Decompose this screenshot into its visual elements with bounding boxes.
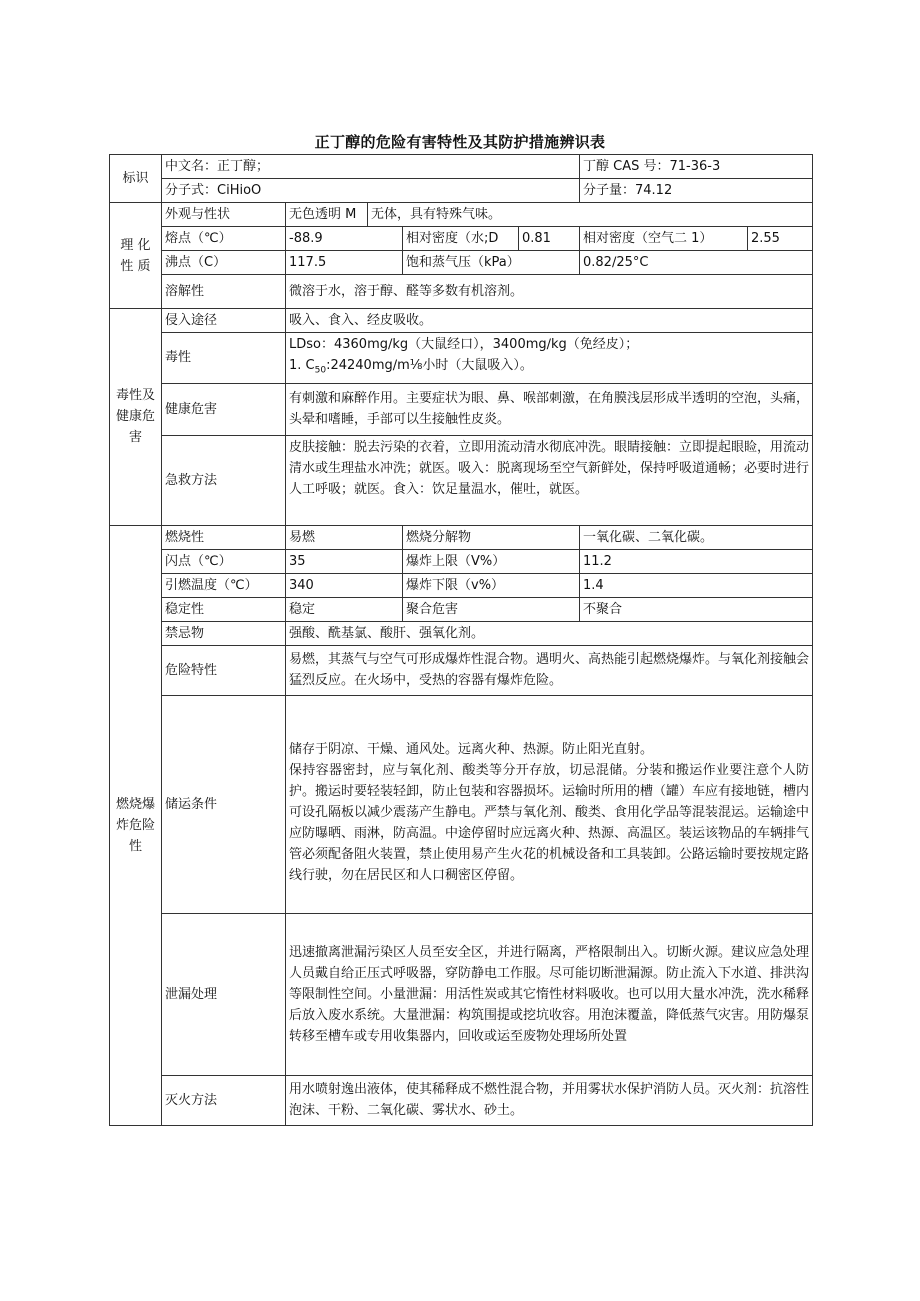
table-row (110, 227, 813, 251)
formula-cell: 分子式：CiHioO (162, 179, 580, 203)
section-health: 毒性及健康危害 (110, 309, 162, 526)
table-row (110, 383, 813, 435)
mp-label: 熔点（℃） (162, 227, 286, 251)
appearance-value-b: 无体，具有特殊气味。 (368, 203, 813, 227)
cas-cell: 丁醇 CAS 号：71-36-3 (580, 155, 813, 179)
hazard-table (109, 154, 813, 1126)
flammability-label: 燃烧性 (162, 525, 286, 549)
flash-label: 闪点（℃） (162, 549, 286, 573)
toxicity-line2-sub: 50 (314, 365, 327, 376)
mp-value: -88.9 (286, 227, 403, 251)
appearance-label: 外观与性状 (162, 203, 286, 227)
firstaid-value: 皮肤接触：脱去污染的衣着，立即用流动清水彻底冲洗。眼睛接触：立即提起眼睑，用流动清水或生理盐水冲洗；就医。吸入：脱离现场至空气新鲜处，保持呼吸道通畅；必要时进行人工呼吸；就医。食入：饮足量温水，催吐，就医。 (286, 435, 813, 525)
firstaid-label: 急救方法 (162, 435, 286, 525)
cn-name-cell: 中文名：正丁醇； (162, 155, 580, 179)
route-label: 侵入途径 (162, 309, 286, 333)
toxicity-line2-rest: :24240mg∕m⅛小时（大鼠吸入）。 (326, 358, 533, 373)
autoign-label: 引燃温度（℃） (162, 573, 286, 597)
stability-label: 稳定性 (162, 597, 286, 621)
stability-value: 稳定 (286, 597, 403, 621)
section-fire: 燃烧爆炸危险性 (110, 525, 162, 1125)
table-row (110, 645, 813, 695)
table-row (110, 549, 813, 573)
table-row (110, 621, 813, 645)
uel-value: 11.2 (580, 549, 813, 573)
polymer-value: 不聚合 (580, 597, 813, 621)
table-row (110, 275, 813, 309)
lel-value: 1.4 (580, 573, 813, 597)
decomp-label: 燃烧分解物 (403, 525, 580, 549)
lel-label: 爆炸下限（v%） (403, 573, 580, 597)
storage-value (286, 695, 813, 913)
table-row (110, 695, 813, 913)
table-row (110, 179, 813, 203)
storage-line2: 保持容器密封，应与氧化剂、酸类等分开存放，切忌混储。分装和搬运作业要注意个人防护。搬运时要轻装轻卸，防止包装和容器损坏。运输时所用的槽（罐）车应有接地链，槽内可设孔隔板以减少震荡产生静电。严禁与氧化剂、酸类、食用化学品等混装混运。运输途中应防曝晒、雨淋，防高温。中途停留时应远离火种、热源、高温区。装运该物品的车辆排气管必须配备阻火装置，禁止使用易产生火花的机械设备和工具装卸。公路运输时要按规定路线行驶，勿在居民区和人口稠密区停留。 (289, 763, 810, 884)
mol-weight-cell: 分子量：74.12 (580, 179, 813, 203)
route-value: 吸入、食入、经皮吸收。 (286, 309, 813, 333)
table-row (110, 597, 813, 621)
solubility-value: 微溶于水，溶于醇、醛等多数有机溶剂。 (286, 275, 813, 309)
hazard-label: 健康危害 (162, 383, 286, 435)
polymer-label: 聚合危害 (403, 597, 580, 621)
solubility-label: 溶解性 (162, 275, 286, 309)
table-row (110, 251, 813, 275)
leak-value: 迅速撤离泄漏污染区人员至安全区，并进行隔离，严格限制出入。切断火源。建议应急处理人员戴自给正压式呼吸器，穿防静电工作服。尽可能切断泄漏源。防止流入下水道、排洪沟等限制性空间。小量泄漏：用活性炭或其它惰性材料吸收。也可以用大量水冲洗，洗水稀释后放入废水系统。大量泄漏：构筑围提或挖坑收容。用泡沫覆盖，降低蒸气灾害。用防爆泵转移至槽车或专用收集器内，回收或运至废物处理场所处置 (286, 913, 813, 1075)
toxicity-line2-prefix: 1. C (289, 358, 315, 373)
toxicity-line1: LDso：4360mg∕kg（大鼠经口），3400mg∕kg（免经皮）； (289, 337, 639, 352)
table-row (110, 913, 813, 1075)
extinguish-label: 灭火方法 (162, 1075, 286, 1125)
extinguish-value: 用水喷射逸出液体，使其稀释成不燃性混合物，并用雾状水保护消防人员。灭火剂：抗溶性泡沫、干粉、二氧化碳、雾状水、砂土。 (286, 1075, 813, 1125)
table-row (110, 155, 813, 179)
danger-label: 危险特性 (162, 645, 286, 695)
flammability-value: 易燃 (286, 525, 403, 549)
vapor-pressure-label: 饱和蒸气压（kPa） (403, 251, 580, 275)
page-title: 正丁醇的危险有害特性及其防护措施辨识表 (314, 133, 606, 151)
danger-value: 易燃，其蒸气与空气可形成爆炸性混合物。遇明火、高热能引起燃烧爆炸。与氧化剂接触会猛烈反应。在火场中，受热的容器有爆炸危险。 (286, 645, 813, 695)
table-row (110, 435, 813, 525)
hazard-value: 有刺激和麻醉作用。主要症状为眼、鼻、喉部刺激，在角膜浅层形成半透明的空泡，头痛，头晕和嗜睡，手部可以生接触性皮炎。 (286, 383, 813, 435)
table-row (110, 309, 813, 333)
incompat-value: 强酸、酰基氯、酸肝、强氧化剂。 (286, 621, 813, 645)
bp-label: 沸点（C） (162, 251, 286, 275)
table-row (110, 333, 813, 384)
rel-density-air-label: 相对密度（空气二 1） (580, 227, 748, 251)
rel-density-water-label: 相对密度（水;D (403, 227, 519, 251)
rel-density-water-value: 0.81 (519, 227, 580, 251)
toxicity-line2 (289, 355, 809, 382)
table-row (110, 525, 813, 549)
incompat-label: 禁忌物 (162, 621, 286, 645)
rel-density-air-value: 2.55 (748, 227, 813, 251)
toxicity-value (286, 333, 813, 384)
appearance-value-a: 无色透明 M (286, 203, 368, 227)
autoign-value: 340 (286, 573, 403, 597)
toxicity-label: 毒性 (162, 333, 286, 384)
table-row (110, 1075, 813, 1125)
table-row (110, 203, 813, 227)
flash-value: 35 (286, 549, 403, 573)
storage-label: 储运条件 (162, 695, 286, 913)
table-row (110, 573, 813, 597)
vapor-pressure-value: 0.82∕25°C (580, 251, 813, 275)
bp-value: 117.5 (286, 251, 403, 275)
storage-line1: 储存于阴凉、干燥、通风处。远离火种、热源。防止阳光直射。 (289, 742, 654, 758)
section-physchem: 理 化 性 质 (110, 203, 162, 309)
section-identification: 标识 (110, 155, 162, 203)
decomp-value: 一氧化碳、二氧化碳。 (580, 525, 813, 549)
uel-label: 爆炸上限（V%） (403, 549, 580, 573)
leak-label: 泄漏处理 (162, 913, 286, 1075)
